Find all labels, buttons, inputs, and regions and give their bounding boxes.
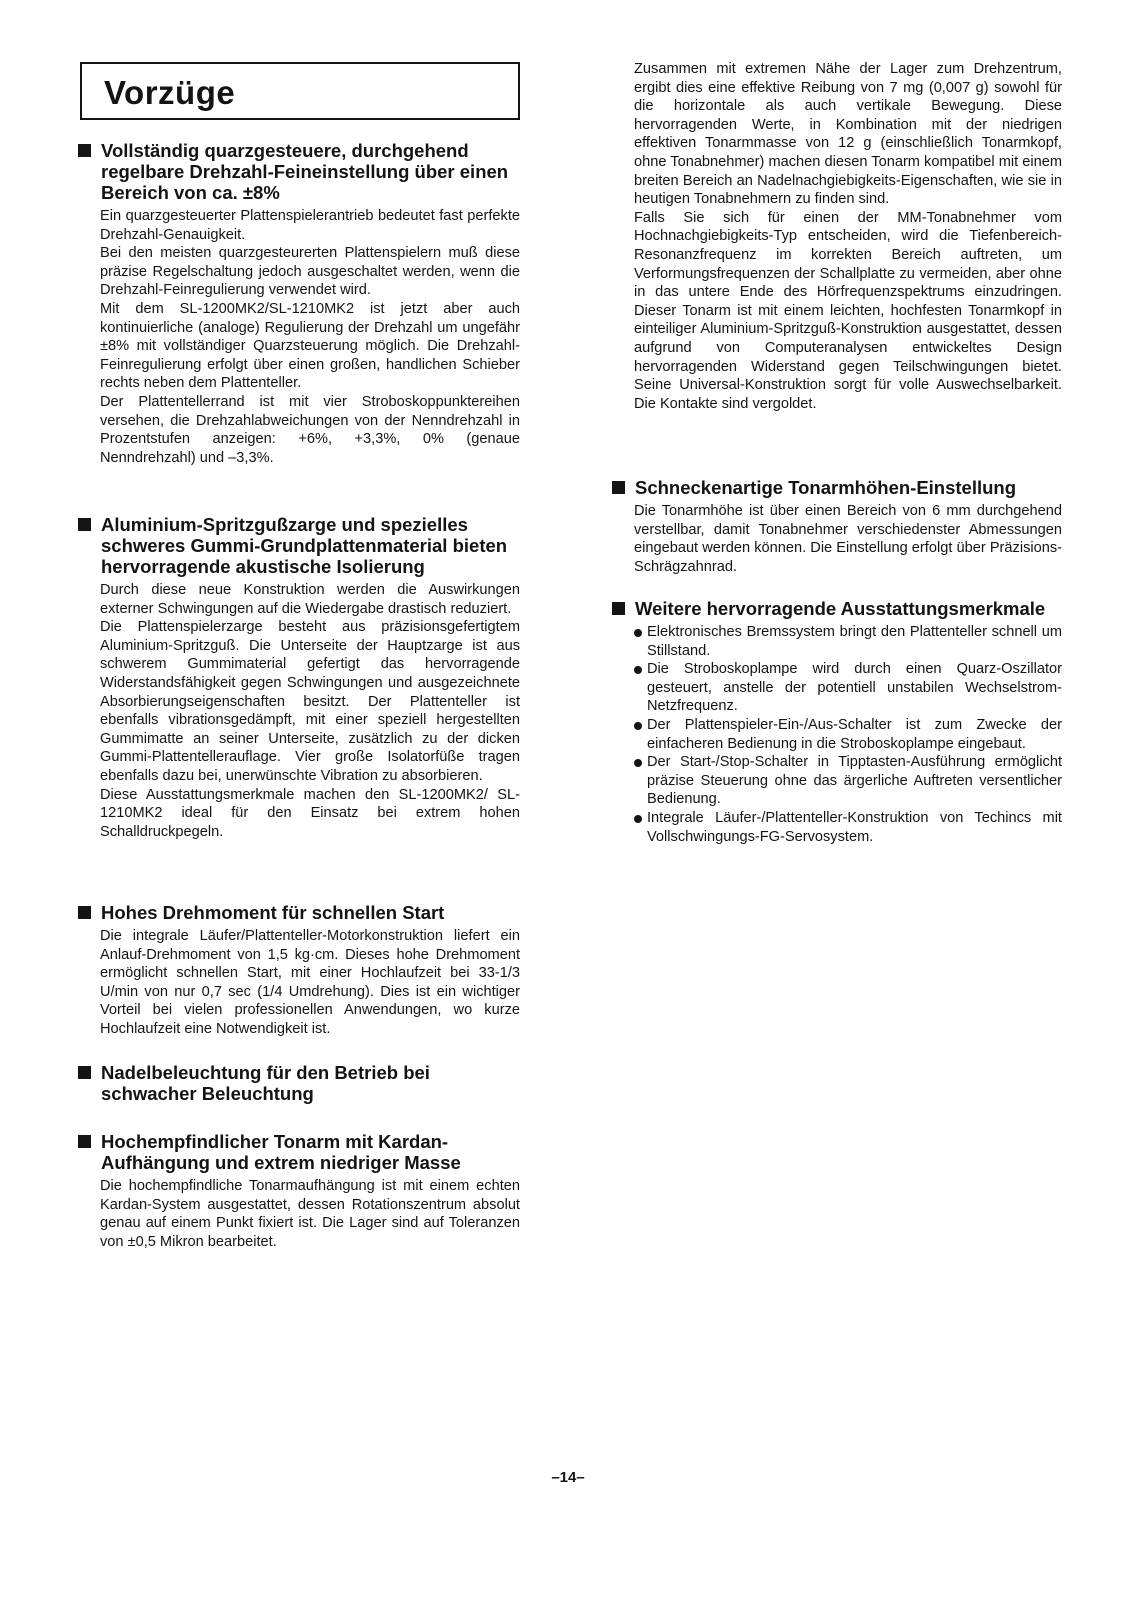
- paragraph: Falls Sie sich für einen der MM-Tonabnehmer vom Hochnachgiebigkeits-Typ entscheiden, wird die Tiefenbereich-Resonanzfrequenz im korrekten Bereich auftreten, um Verformungsfrequenzen der Schallplatte zu vermeiden, aber ohne in das untere Ende des Hörfrequenzspektrums einzudringen. Dieser Tonarm ist mit einem leichten, hochfesten Tonarmkopf in einteiliger Aluminium-Spritzguß-Konstruktion ausgestattet, dessen aufgrund von Computeranalysen entwickeltes Design hervorragenden Widerstand gegen Teilschwingungen bietet. Seine Universal-Konstruktion sorgt für volle Auswechselbarkeit. Die Kontakte sind vergoldet.: [634, 209, 1062, 412]
- section-heading-text: Weitere hervorragende Ausstattungsmerkmale: [635, 598, 1046, 619]
- section-heading: [612, 598, 1062, 619]
- section-height-adjust: [612, 477, 1062, 576]
- title-box: [80, 62, 520, 120]
- section-torque: [78, 902, 520, 1039]
- section-further-features: [612, 598, 1062, 846]
- page-number: –14–: [551, 1469, 585, 1486]
- section-heading: [78, 1062, 520, 1104]
- section-heading-text: Aluminium-Spritzgußzarge und spezielles schweres Gummi-Grundplattenmaterial bieten hervorragende akustische Isolierung: [101, 514, 508, 577]
- square-bullet-icon: [78, 518, 91, 531]
- paragraph: Der Plattentellerrand ist mit vier Stroboskoppunktereihen versehen, die Drehzahlabweichungen von der Nenndrehzahl in Prozentstufen anzeigen: +6%, +3,3%, 0% (genaue Nenndrehzahl) und –3,3%.: [100, 393, 520, 466]
- section-body: [78, 927, 520, 1039]
- feature-list: [612, 623, 1062, 846]
- section-needle-light: [78, 1062, 520, 1108]
- section-body: [78, 207, 520, 467]
- section-heading: [78, 140, 520, 203]
- page-title: Vorzüge: [104, 74, 236, 111]
- section-heading-text: Vollständig quarzgesteuere, durchgehend regelbare Drehzahl-Feineinstellung über einen Bereich von ca. ±8%: [101, 140, 509, 203]
- section-heading-text: Schneckenartige Tonarmhöhen-Einstellung: [635, 477, 1017, 498]
- section-heading: [612, 477, 1062, 498]
- section-heading: [78, 902, 520, 923]
- paragraph: Durch diese neue Konstruktion werden die Auswirkungen externer Schwingungen auf die Wiedergabe drastisch reduziert.: [100, 582, 520, 617]
- list-item-text: Integrale Läufer-/Plattenteller-Konstruktion von Techincs mit Vollschwingungs-FG-Servosystem.: [647, 809, 1062, 845]
- list-item-text: Elektronisches Bremssystem bringt den Plattenteller schnell um Stillstand.: [647, 624, 1062, 659]
- dot-bullet-icon: [634, 722, 642, 730]
- paragraph: Die integrale Läufer/Plattenteller-Motorkonstruktion liefert ein Anlauf-Drehmoment von 1,5 kg·cm. Dieses hohe Drehmoment ermöglicht schnellen Start, mit einer Hochlaufzeit bei 33-1/3 U/min von nur 0,7 sec (1/4 Umdrehung). Dies ist ein wichtiger Vorteil bei vielen professionellen Anwendungen, wo kurze Hochlaufzeit eine Notwendigkeit ist.: [100, 928, 520, 1037]
- square-bullet-icon: [78, 906, 91, 919]
- paragraph: Bei den meisten quarzgesteurerten Plattenspielern muß diese präzise Regelschaltung jedoch ausgeschaltet werden, wenn die Drehzahl-Feinregulierung verwendet wird.: [100, 245, 520, 299]
- dot-bullet-icon: [634, 759, 642, 767]
- section-body: [78, 581, 520, 841]
- list-item: [634, 809, 1062, 846]
- section-tonearm: [78, 1131, 520, 1251]
- section-heading-text: Hohes Drehmoment für schnellen Start: [101, 902, 445, 923]
- section-heading-text: Hochempfindlicher Tonarm mit Kardan-Aufhängung und extrem niedriger Masse: [101, 1131, 461, 1173]
- paragraph: Zusammen mit extremen Nähe der Lager zum Drehzentrum, ergibt dies eine effektive Reibung von 7 mg (0,007 g) sowohl für die horizontale als auch vertikale Bewegung. Diese hervorragenden Werte, in Kombination mit der niedrigen effektiven Tonarmmasse von 12 g (einschließlich Tonarmkopf, ohne Tonabnehmer) machen diesen Tonarm kompatibel mit einem breiten Bereich an Nadelnachgiebigkeits-Eigenschaften, wie sie in heutigen Tonabnehmern zu finden sind.: [634, 61, 1062, 208]
- square-bullet-icon: [78, 1135, 91, 1148]
- square-bullet-icon: [78, 1066, 91, 1079]
- dot-bullet-icon: [634, 815, 642, 823]
- paragraph: Die Plattenspielerzarge besteht aus präzisionsgefertigtem Aluminium-Spritzguß. Die Unterseite der Hauptzarge ist aus schwerem Gummimaterial gefertigt das hervorragende Widerstandsfähigkeit gegen Schwingungen und ausgezeichnete Absorbierungseigenschaften besitzt. Der Plattenteller ist ebenfalls vibrationsgedämpft, mit einer speziell hergestellten Gummimatte an seiner Unterseite, zusätzlich zu der dicken Gummi-Plattentellerauflage. Vier große Isolatorfüße tragen ebenfalls dazu bei, unerwünschte Vibration zu absorbieren.: [100, 619, 520, 784]
- square-bullet-icon: [78, 144, 91, 157]
- square-bullet-icon: [612, 481, 625, 494]
- list-item: [634, 623, 1062, 660]
- list-item-text: Die Stroboskoplampe wird durch einen Quarz-Oszillator gesteuert, anstelle der potentiell unstabilen Wechselstrom-Netzfrequenz.: [647, 661, 1062, 715]
- dot-bullet-icon: [634, 666, 642, 674]
- section-tonearm-continued: [612, 60, 1062, 413]
- section-heading-text: Nadelbeleuchtung für den Betrieb bei schwacher Beleuchtung: [101, 1062, 430, 1104]
- section-body: [78, 1177, 520, 1251]
- list-item-text: Der Plattenspieler-Ein-/Aus-Schalter ist zum Zwecke der einfacheren Bedienung in die Stroboskoplampe eingebaut.: [647, 716, 1062, 752]
- section-aluminium-base: [78, 514, 520, 841]
- list-item: [634, 753, 1062, 809]
- list-item: [634, 716, 1062, 753]
- section-body: [612, 502, 1062, 576]
- paragraph: Diese Ausstattungsmerkmale machen den SL-1200MK2/ SL-1210MK2 ideal für den Einsatz bei extrem hohen Schalldruckpegeln.: [100, 786, 520, 840]
- list-item: [634, 660, 1062, 716]
- paragraph: Die Tonarmhöhe ist über einen Bereich von 6 mm durchgehend verstellbar, damit Tonabnehmer verschiedenster Abmessungen eingebaut werden können. Die Einstellung erfolgt über Präzisions-Schrägzahnrad.: [634, 503, 1062, 575]
- dot-bullet-icon: [634, 629, 642, 637]
- section-heading: [78, 1131, 520, 1173]
- paragraph: Die hochempfindliche Tonarmaufhängung ist mit einem echten Kardan-System ausgestattet, dessen Rotationszentrum absolut genau auf einem Punkt fixiert ist. Die Lager sind auf Toleranzen von ±0,5 Mikron bearbeitet.: [100, 1178, 520, 1250]
- square-bullet-icon: [612, 602, 625, 615]
- section-body: [612, 60, 1062, 413]
- paragraph: Ein quarzgesteuerter Plattenspielerantrieb bedeutet fast perfekte Drehzahl-Genauigkeit.: [100, 208, 520, 243]
- section-heading: [78, 514, 520, 577]
- section-quartz-speed: [78, 140, 520, 467]
- paragraph: Mit dem SL-1200MK2/SL-1210MK2 ist jetzt aber auch kontinuierliche (analoge) Regulierung der Drehzahl um ungefähr ±8% mit vollständiger Quarzsteuerung möglich. Die Drehzahl-Feinregulierung erfolgt über einen großen, handlichen Schieber rechts neben dem Plattenteller.: [100, 300, 520, 392]
- list-item-text: Der Start-/Stop-Schalter in Tipptasten-Ausführung ermöglicht präzise Steuerung ohne das ärgerliche Auftreten versentlicher Bedienung.: [647, 754, 1062, 808]
